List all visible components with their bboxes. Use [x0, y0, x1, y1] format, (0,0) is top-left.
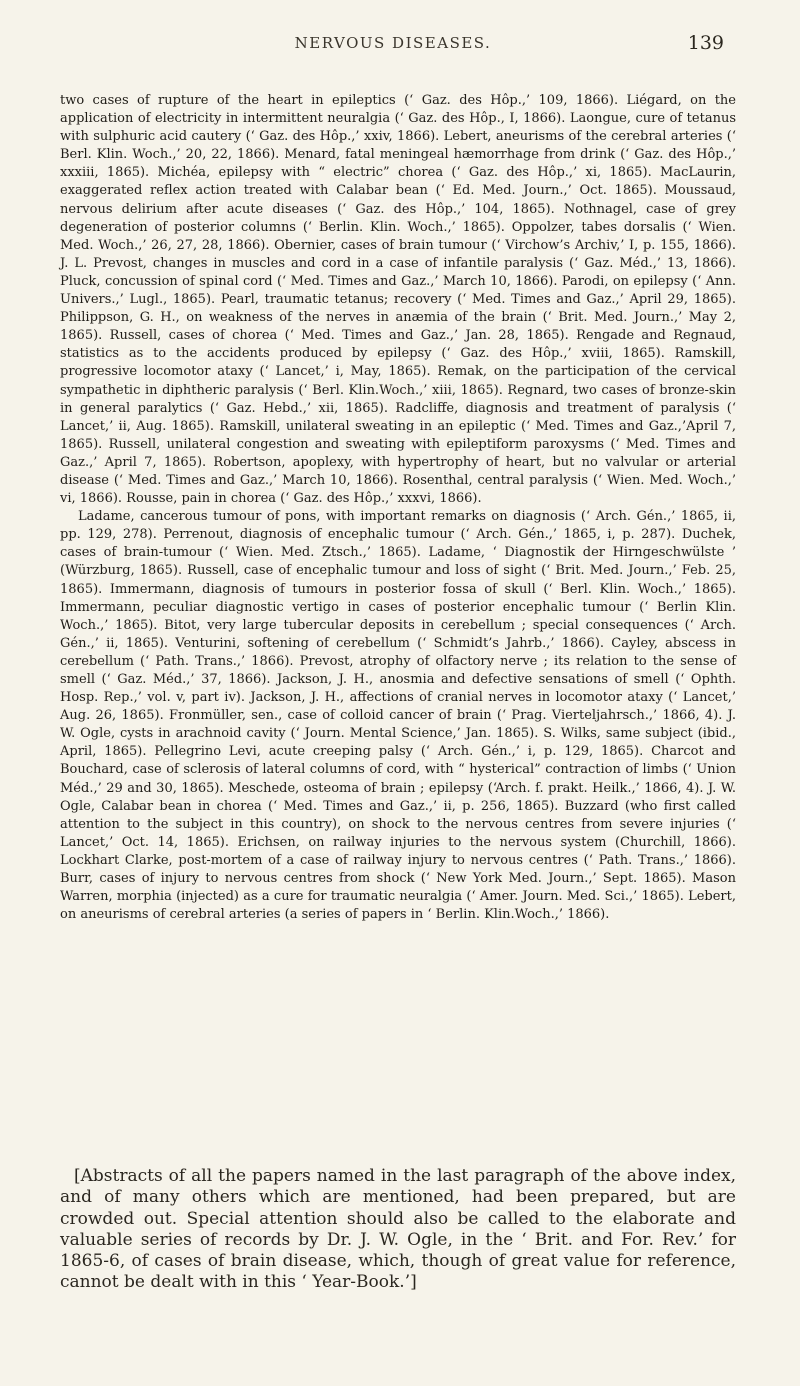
editorial-note — [60, 1166, 736, 1294]
running-title: NERVOUS DISEASES. — [294, 34, 492, 52]
bibliography-paragraph-tumours: Ladame, cancerous tumour of pons, with important remarks on diagnosis (‘ Arch. Gén.,’ 1865, ii, pp. 129, 278). Perrenout, diagnosis of encephalic tumour (‘ Arch. Gén.,’ 1865, i, p. 287). Duchek, cases of brain-tumour (‘ Wien. Med. Ztsch.,’ 1865). Ladame, ‘ Diagnostik der Hirngeschwülste ’ (Würzburg, 1865). Russell, case of encephalic tumour and loss of sight (‘ Brit. Med. Journ.,’ Feb. 25, 1865). Immermann, diagnosis of tumours in posterior fossa of skull (‘ Berl. Klin. Woch.,’ 1865). Immermann, peculiar diagnostic vertigo in cases of posterior encephalic tumour (‘ Berlin Klin. Woch.,’ 1865). Bitot, very large tubercular deposits in cerebellum ; special consequences (‘ Arch. Gén.,’ ii, 1865). Venturini, softening of cerebellum (‘ Schmidt’s Jahrb.,’ 1866). Cayley, abscess in cerebellum (‘ Path. Trans.,’ 1866). Prevost, atrophy of olfactory nerve ; its relation to the sense of smell (‘ Gaz. Méd.,’ 37, 1866). Jackson, J. H., anosmia and defective sensations of smell (‘ Ophth. Hosp. Rep.,’ vol. v, part iv). Jackson, J. H., affections of cranial nerves in locomotor ataxy (‘ Lancet,’ Aug. 26, 1865). Fronmüller, sen., case of colloid cancer of brain (‘ Prag. Vierteljahrsch.,’ 1866, 4). J. W. Ogle, cysts in arachnoid cavity (‘ Journ. Mental Science,’ Jan. 1865). S. Wilks, same subject (ibid., April, 1865). Pellegrino Levi, acute creeping palsy (‘ Arch. Gén.,’ i, p. 129, 1865). Charcot and Bouchard, case of sclerosis of lateral columns of cord, with “ hysterical” contraction of limbs (‘ Union Méd.,’ 29 and 30, 1865). Meschede, osteoma of brain ; epilepsy (‘Arch. f. prakt. Heilk.,’ 1866, 4). J. W. Ogle, Calabar bean in chorea (‘ Med. Times and Gaz.,’ ii, p. 256, 1865). Buzzard (who first called attention to the subject in this country), on shock to the nervous centres from severe injuries (‘ Lancet,’ Oct. 14, 1865). Erichsen, on railway injuries to the nervous system (Churchill, 1866). Lockhart Clarke, post-mortem of a case of railway injury to nervous centres (‘ Path. Trans.,’ 1866). Burr, cases of injury to nervous centres from shock (‘ New York Med. Journ.,’ Sept. 1865). Mason Warren, morphia (injected) as a cure for traumatic neuralgia (‘ Amer. Journ. Med. Sci.,’ 1865). Lebert, on aneurisms of cerebral arteries (a series of papers in ‘ Berlin. Klin.Woch.,’ 1866). — [60, 509, 736, 923]
editorial-note-text: [Abstracts of all the papers named in the last paragraph of the above index, and of many others which are mentioned, had been prepared, but are crowded out. Special attention should also be called to the elaborate and valuable series of records by Dr. J. W. Ogle, in the ‘ Brit. and For. Rev.’ for 1865-6, of cases of brain disease, which, though of great value for reference, cannot be dealt with in this ‘ Year-Book.’] — [60, 1166, 736, 1293]
page-number: 139 — [687, 32, 724, 54]
running-head — [62, 32, 724, 60]
bibliography-text — [60, 92, 736, 924]
bibliography-paragraph-continued: two cases of rupture of the heart in epileptics (‘ Gaz. des Hôp.,’ 109, 1866). Liégard, on the application of electricity in intermittent neuralgia (‘ Gaz. des Hôp., I, 1866). Laongue, cure of tetanus with sulphuric acid cautery (‘ Gaz. des Hôp.,’ xxiv, 1866). Lebert, aneurisms of the cerebral arteries (‘ Berl. Klin. Woch.,’ 20, 22, 1866). Menard, fatal meningeal hæmorrhage from drink (‘ Gaz. des Hôp.,’ xxxiii, 1865). Michéa, epilepsy with “ electric” chorea (‘ Gaz. des Hôp.,’ xi, 1865). MacLaurin, exaggerated reflex action treated with Calabar bean (‘ Ed. Med. Journ.,’ Oct. 1865). Moussaud, nervous delirium after acute diseases (‘ Gaz. des Hôp.,’ 104, 1865). Nothnagel, case of grey degeneration of posterior columns (‘ Berlin. Klin. Woch.,’ 1865). Oppolzer, tabes dorsalis (‘ Wien. Med. Woch.,’ 26, 27, 28, 1866). Obernier, cases of brain tumour (‘ Virchow’s Archiv,’ I, p. 155, 1866). J. L. Prevost, changes in muscles and cord in a case of infantile paralysis (‘ Gaz. Méd.,’ 13, 1866). Pluck, concussion of spinal cord (‘ Med. Times and Gaz.,’ March 10, 1866). Parodi, on epilepsy (‘ Ann. Univers.,’ Lugl., 1865). Pearl, traumatic tetanus; recovery (‘ Med. Times and Gaz.,’ April 29, 1865). Philippson, G. H., on weakness of the nerves in anæmia of the brain (‘ Brit. Med. Journ.,’ May 2, 1865). Russell, cases of chorea (‘ Med. Times and Gaz.,’ Jan. 28, 1865). Rengade and Regnaud, statistics as to the accidents produced by epilepsy (‘ Gaz. des Hôp.,’ xviii, 1865). Ramskill, progressive locomotor ataxy (‘ Lancet,’ i, May, 1865). Remak, on the participation of the cervical sympathetic in diphtheric paralysis (‘ Berl. Klin.Woch.,’ xiii, 1865). Regnard, two cases of bronze-skin in general paralytics (‘ Gaz. Hebd.,’ xii, 1865). Radcliffe, diagnosis and treatment of paralysis (‘ Lancet,’ ii, Aug. 1865). Ramskill, unilateral sweating in an epileptic (‘ Med. Times and Gaz.,’April 7, 1865). Russell, unilateral congestion and sweating with epileptiform paroxysms (‘ Med. Times and Gaz.,’ April 7, 1865). Robertson, apoplexy, with hypertrophy of heart, but no valvular or arterial disease (‘ Med. Times and Gaz.,’ March 10, 1866). Rosenthal, central paralysis (‘ Wien. Med. Woch.,’ vi, 1866). Rousse, pain in chorea (‘ Gaz. des Hôp.,’ xxxvi, 1866). — [60, 93, 736, 507]
